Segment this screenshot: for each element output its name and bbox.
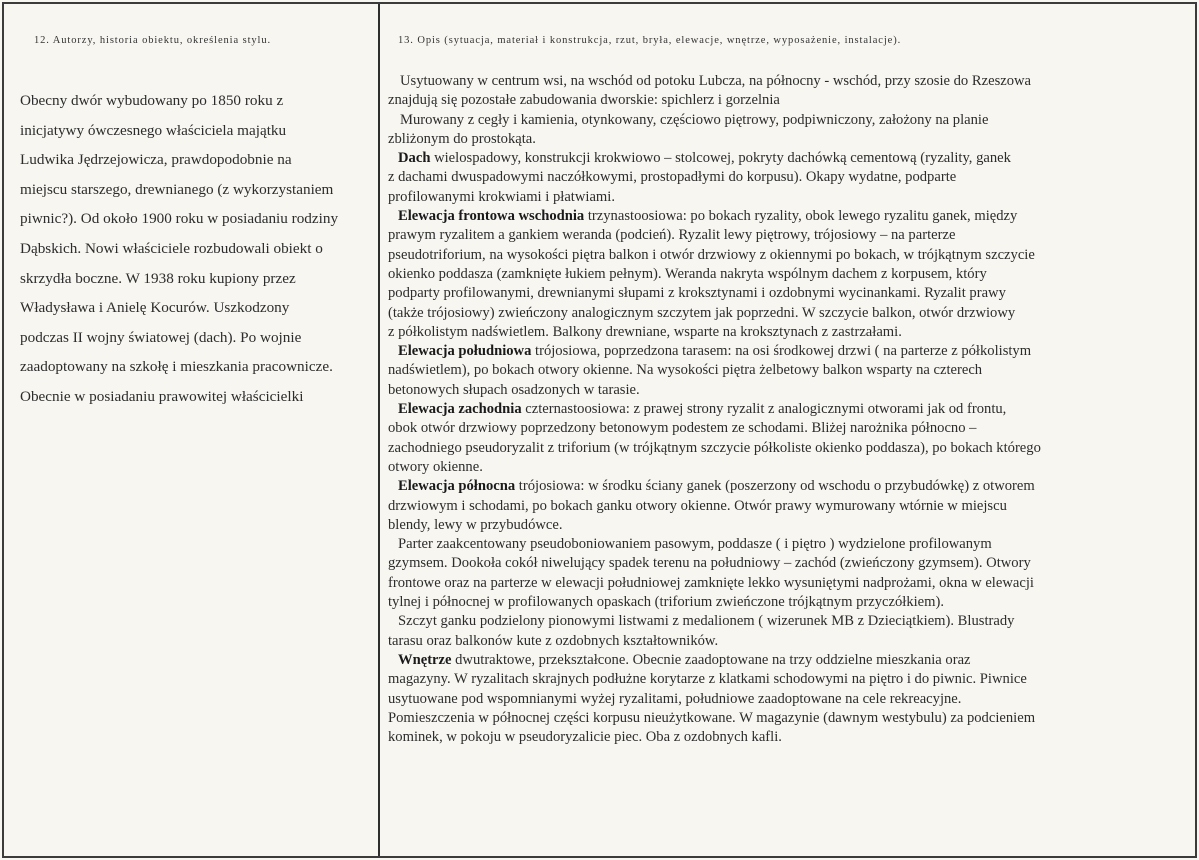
desc-line: nadświetlem), po bokach otwory okienne. Na wysokości piętra żelbetowy balkon wsparty na czterech xyxy=(388,362,983,379)
history-line: inicjatywy ówczesnego właściciela majątku xyxy=(20,121,287,139)
desc-line-roof xyxy=(388,149,1188,168)
desc-line: okienko poddasza (zamknięte łukiem pełnym). Weranda nakryta wspólnym dachem z korpusem, który xyxy=(388,265,987,282)
desc-line: profilowanymi krokwiami i płatwiami. xyxy=(388,188,615,205)
desc-line: magazyny. W ryzalitach skrajnych podłużne korytarze z klatkami schodowymi na piętro i do piwnic. Piwnice xyxy=(388,671,1027,688)
history-line: skrzydła boczne. W 1938 roku kupiony przez xyxy=(20,269,296,287)
desc-text: trójosiowa, poprzedzona tarasem: na osi środkowej drzwi ( na parterze z półkolistym xyxy=(531,343,1032,360)
west-elevation-heading: Elewacja zachodnia xyxy=(398,401,522,418)
east-elevation-heading: Elewacja frontowa wschodnia xyxy=(398,208,585,225)
desc-line: otwory okienne. xyxy=(388,458,483,475)
desc-line: frontowe oraz na parterze w elewacji południowej zamknięte lekko wysuniętymi nadprożami, okna w elewacji xyxy=(388,574,1034,591)
desc-text: dwutraktowe, przekształcone. Obecnie zaadoptowane na trzy oddzielne mieszkania oraz xyxy=(451,651,971,668)
desc-line-east xyxy=(388,207,1188,226)
desc-text: wielospadowy, konstrukcji krokwiowo – stolcowej, pokryty dachówką cementową (ryzality, ganek xyxy=(430,150,1011,167)
history-line: Władysława i Anielę Kocurów. Uszkodzony xyxy=(20,299,290,317)
roof-heading: Dach xyxy=(398,150,431,167)
desc-line: drzwiowym i schodami, po bokach ganku otwory okienne. Otwór prawy wymurowany wtórnie w miejscu xyxy=(388,497,1007,514)
desc-line: obok otwór drzwiowy poprzedzony betonowym podestem ze schodami. Bliżej narożnika północno – xyxy=(388,420,977,437)
north-elevation-heading: Elewacja północna xyxy=(398,478,516,495)
desc-line: blendy, lewy w przybudówce. xyxy=(388,516,563,533)
desc-line: tylnej i północnej w profilowanych opaskach (triforium zwieńczone trójkątnym przyczółkiem). xyxy=(388,594,945,611)
desc-line: Murowany z cegły i kamienia, otynkowany, częściowo piętrowy, podpiwniczony, założony na planie xyxy=(400,111,989,128)
desc-line-west xyxy=(388,400,1188,419)
desc-line: Pomieszczenia w północnej części korpusu nieużytkowane. W magazynie (dawnym westybulu) za podcieniem xyxy=(388,709,1036,726)
section-12-header: 12. Autorzy, historia obiektu, określenia stylu. xyxy=(34,35,272,46)
section-13-header: 13. Opis (sytuacja, materiał i konstrukcja, rzut, bryła, elewacje, wnętrze, wyposażenie, instalacje). xyxy=(398,35,902,46)
desc-line: betonowych słupach osadzonych w tarasie. xyxy=(388,381,640,398)
desc-line: usytuowane pod wspomnianymi wyżej ryzalitami, południowe zaadoptowane na cele rekreacyjne. xyxy=(388,690,962,707)
history-line: miejscu starszego, drewnianego (z wykorzystaniem xyxy=(20,180,334,198)
interior-heading: Wnętrze xyxy=(398,651,452,668)
desc-line: z dachami dwuspadowymi naczółkowymi, prostopadłymi do korpusu). Okapy wydatne, podparte xyxy=(388,169,957,186)
history-line: Dąbskich. Nowi właściciele rozbudowali obiekt o xyxy=(20,239,323,257)
desc-line: Szczyt ganku podzielony pionowymi listwami z medalionem ( wizerunek MB z Dzieciątkiem). Blustrady xyxy=(398,613,1015,630)
desc-line: gzymsem. Dookoła cokół niwelujący spadek terenu na południowy – zachód (zwieńczony gzymsem). Otwory xyxy=(388,555,1031,572)
desc-line: znajdują się pozostałe zabudowania dworskie: spichlerz i gorzelnia xyxy=(388,92,780,109)
desc-line: Parter zaakcentowany pseudoboniowaniem pasowym, poddasze ( i piętro ) wydzielone profilowanym xyxy=(398,536,992,553)
desc-line: zachodniego pseudoryzalit z triforium (w trójkątnym szczycie półkoliste okienko poddasza), po bokach którego xyxy=(388,439,1041,456)
history-line: Obecnie w posiadaniu prawowitej właścicielki xyxy=(20,387,304,405)
description-text xyxy=(388,72,1188,747)
desc-text: trzynastoosiowa: po bokach ryzality, obok lewego ryzalitu ganek, między xyxy=(584,208,1018,225)
desc-line: z półkolistym nadświetlem. Balkony drewniane, wsparte na kroksztynach z zastrzałami. xyxy=(388,323,902,340)
desc-line: pseudotriforium, na wysokości piętra balkon i otwór drzwiowy z okiennymi po bokach, w trójkątnym szczycie xyxy=(388,246,1035,263)
history-line: piwnic?). Od około 1900 roku w posiadaniu rodziny xyxy=(20,210,339,228)
desc-line: tarasu oraz balkonów kute z ozdobnych kształtowników. xyxy=(388,632,719,649)
history-line: Ludwika Jędrzejowicza, prawdopodobnie na xyxy=(20,151,292,169)
history-line: podczas II wojny światowej (dach). Po wojnie xyxy=(20,328,302,346)
desc-text: trójosiowa: w środku ściany ganek (poszerzony od wschodu o przybudówkę) z otworem xyxy=(515,478,1035,495)
history-line: zaadoptowany na szkołę i mieszkania pracownicze. xyxy=(20,358,333,376)
desc-line-south xyxy=(388,342,1188,361)
desc-line-north xyxy=(388,477,1188,496)
history-text xyxy=(20,86,375,412)
desc-line: (także trójosiowy) zwieńczony analogicznym szczytem jak poprzedni. W szczycie balkon, otwór drzwiowy xyxy=(388,304,1016,321)
column-divider xyxy=(378,4,380,856)
desc-line: podparty profilowanymi, drewnianymi słupami z kroksztynami i ozdobnymi wycinankami. Ryzalit prawy xyxy=(388,285,1006,302)
desc-line: Usytuowany w centrum wsi, na wschód od potoku Lubcza, na północny - wschód, przy szosie do Rzeszowa xyxy=(400,73,1032,89)
desc-line-interior xyxy=(388,651,1188,670)
desc-text: czternastoosiowa: z prawej strony ryzalit z analogicznymi otworami jak od frontu, xyxy=(521,401,1007,418)
south-elevation-heading: Elewacja południowa xyxy=(398,343,532,360)
desc-line: zbliżonym do prostokąta. xyxy=(388,130,536,147)
desc-line: kominek, w pokoju w pseudoryzalicie piec. Oba z ozdobnych kafli. xyxy=(388,729,782,746)
desc-line: prawym ryzalitem a gankiem weranda (podcień). Ryzalit lewy piętrowy, trójosiowy – na parterze xyxy=(388,227,956,244)
history-line: Obecny dwór wybudowany po 1850 roku z xyxy=(20,92,284,109)
